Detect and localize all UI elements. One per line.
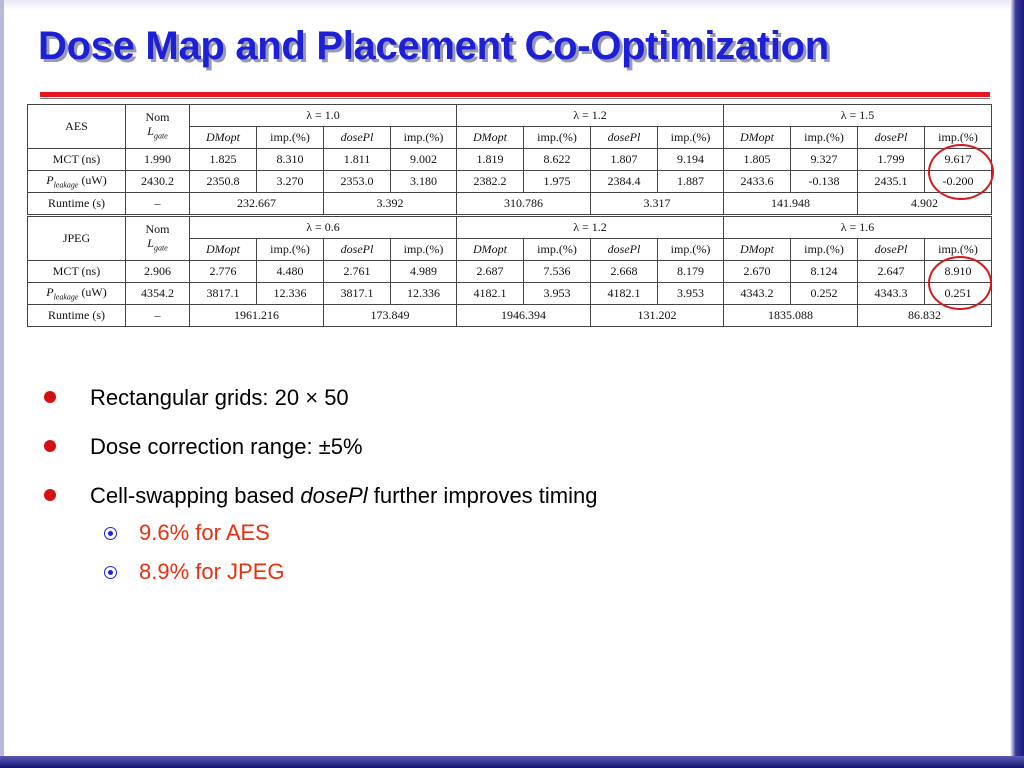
leakage-subscript: leakage [53, 180, 79, 190]
lgate-label: L [147, 123, 154, 138]
row-label [28, 283, 126, 305]
table-cell: 4343.3 [858, 283, 925, 305]
nom-value: 1.990 [126, 149, 190, 171]
circled-dot-icon [104, 527, 117, 540]
table-cell: 4.902 [858, 193, 992, 215]
circled-dot-icon [104, 566, 117, 579]
lambda-header: λ = 1.0 [190, 105, 457, 127]
table-cell: 12.336 [391, 283, 457, 305]
nom-lgate-header [126, 105, 190, 149]
leakage-subscript: leakage [53, 292, 79, 302]
table-cell: 2435.1 [858, 171, 925, 193]
col-header-dosepl: dosePl [591, 127, 658, 149]
table-cell: 1835.088 [724, 305, 858, 327]
row-label: MCT (ns) [28, 149, 126, 171]
table-cell: 4182.1 [457, 283, 524, 305]
slide-left-border [0, 0, 4, 768]
sub-bullet-text: 9.6% for AES [139, 520, 270, 545]
table-cell: 3817.1 [324, 283, 391, 305]
row-label: MCT (ns) [28, 261, 126, 283]
table-cell: 4182.1 [591, 283, 658, 305]
table-cell: 3.180 [391, 171, 457, 193]
row-label: Runtime (s) [28, 193, 126, 215]
table-cell: 1.807 [591, 149, 658, 171]
table-cell: 3.392 [324, 193, 457, 215]
table-cell: -0.138 [791, 171, 858, 193]
bullet-text: Rectangular grids: 20 × 50 [90, 385, 349, 410]
table-row-leakage [28, 283, 992, 305]
table-cell: 1.819 [457, 149, 524, 171]
jpeg-results-table [27, 216, 992, 327]
col-header-imp: imp.(%) [925, 127, 992, 149]
table-cell: 8.622 [524, 149, 591, 171]
title-underline-shadow [40, 98, 990, 99]
nom-value: – [126, 305, 190, 327]
nom-label: Nom [145, 109, 170, 124]
col-header-imp: imp.(%) [257, 127, 324, 149]
table-cell: 3817.1 [190, 283, 257, 305]
table-cell: 0.252 [791, 283, 858, 305]
col-header-dmopt: DMopt [190, 127, 257, 149]
col-header-imp: imp.(%) [257, 239, 324, 261]
col-header-dosepl: dosePl [591, 239, 658, 261]
col-header-dosepl: dosePl [324, 127, 391, 149]
table-cell: 2.670 [724, 261, 791, 283]
nom-value: – [126, 193, 190, 215]
slide-right-border [1010, 0, 1024, 768]
table-cell: 2.668 [591, 261, 658, 283]
title-underline [40, 92, 990, 97]
col-header-dmopt: DMopt [724, 239, 791, 261]
bullet-text: Dose correction range: ±5% [90, 434, 363, 459]
table-cell: 173.849 [324, 305, 457, 327]
red-bullet-icon [44, 440, 56, 452]
nom-value: 2430.2 [126, 171, 190, 193]
unit-label: (uW) [78, 285, 107, 300]
table-row-leakage [28, 171, 992, 193]
table-cell: 4343.2 [724, 283, 791, 305]
col-header-dosepl: dosePl [858, 127, 925, 149]
lgate-subscript: gate [153, 131, 168, 141]
table-cell: 1.975 [524, 171, 591, 193]
table-cell: 2.647 [858, 261, 925, 283]
table-cell: 1.887 [658, 171, 724, 193]
table-row-mct [28, 261, 992, 283]
lambda-header: λ = 1.2 [457, 217, 724, 239]
col-header-imp: imp.(%) [391, 127, 457, 149]
lambda-header: λ = 1.6 [724, 217, 992, 239]
table-cell: 86.832 [858, 305, 992, 327]
table-cell: 8.910 [925, 261, 992, 283]
lambda-header: λ = 1.2 [457, 105, 724, 127]
table-cell: 1.799 [858, 149, 925, 171]
table-cell: 2353.0 [324, 171, 391, 193]
bullet-text-emphasis: dosePl [300, 483, 368, 508]
table-cell: 3.270 [257, 171, 324, 193]
table-cell: 310.786 [457, 193, 591, 215]
table-cell: 2384.4 [591, 171, 658, 193]
table-cell: 9.194 [658, 149, 724, 171]
lambda-header: λ = 0.6 [190, 217, 457, 239]
slide-title: Dose Map and Placement Co-Optimization [38, 24, 829, 68]
nom-value: 4354.2 [126, 283, 190, 305]
unit-label: (uW) [78, 173, 107, 188]
col-header-imp: imp.(%) [524, 239, 591, 261]
table-cell: 2433.6 [724, 171, 791, 193]
table-row-runtime [28, 305, 992, 327]
table-cell: 8.124 [791, 261, 858, 283]
bullet-text-post: further improves timing [367, 483, 598, 508]
red-bullet-icon [44, 489, 56, 501]
table-row-runtime [28, 193, 992, 215]
p-symbol: P [46, 173, 54, 188]
red-bullet-icon [44, 391, 56, 403]
nom-label: Nom [145, 221, 170, 236]
table-cell: 7.536 [524, 261, 591, 283]
lgate-label: L [147, 235, 154, 250]
table-cell: -0.200 [925, 171, 992, 193]
design-name-cell: AES [28, 105, 126, 149]
lambda-header: λ = 1.5 [724, 105, 992, 127]
design-name-cell: JPEG [28, 217, 126, 261]
table-cell: 3.953 [658, 283, 724, 305]
col-header-imp: imp.(%) [524, 127, 591, 149]
col-header-dmopt: DMopt [724, 127, 791, 149]
table-cell: 4.989 [391, 261, 457, 283]
sub-bullet-text: 8.9% for JPEG [139, 559, 285, 584]
table-cell: 4.480 [257, 261, 324, 283]
table-row-mct [28, 149, 992, 171]
slide-top-border [0, 0, 1024, 10]
table-cell: 0.251 [925, 283, 992, 305]
table-cell: 8.179 [658, 261, 724, 283]
highlight-circle-aes [928, 144, 994, 200]
table-cell: 8.310 [257, 149, 324, 171]
aes-results-table [27, 104, 992, 215]
col-header-imp: imp.(%) [658, 239, 724, 261]
table-cell: 2350.8 [190, 171, 257, 193]
p-symbol: P [46, 285, 54, 300]
bullet-text [90, 483, 597, 509]
table-cell: 12.336 [257, 283, 324, 305]
table-cell: 2.776 [190, 261, 257, 283]
col-header-imp: imp.(%) [658, 127, 724, 149]
table-cell: 1.811 [324, 149, 391, 171]
table-cell: 9.002 [391, 149, 457, 171]
row-label [28, 171, 126, 193]
col-header-dmopt: DMopt [190, 239, 257, 261]
table-cell: 2382.2 [457, 171, 524, 193]
table-cell: 9.617 [925, 149, 992, 171]
row-label: Runtime (s) [28, 305, 126, 327]
col-header-imp: imp.(%) [391, 239, 457, 261]
table-cell: 3.317 [591, 193, 724, 215]
nom-value: 2.906 [126, 261, 190, 283]
lgate-subscript: gate [153, 243, 168, 253]
col-header-dmopt: DMopt [457, 127, 524, 149]
table-cell: 9.327 [791, 149, 858, 171]
slide-bottom-border [0, 756, 1024, 768]
table-cell: 232.667 [190, 193, 324, 215]
table-cell: 1.805 [724, 149, 791, 171]
table-cell: 131.202 [591, 305, 724, 327]
col-header-dosepl: dosePl [324, 239, 391, 261]
col-header-dmopt: DMopt [457, 239, 524, 261]
table-cell: 141.948 [724, 193, 858, 215]
nom-lgate-header [126, 217, 190, 261]
table-cell: 3.953 [524, 283, 591, 305]
table-cell: 1946.394 [457, 305, 591, 327]
table-cell: 1.825 [190, 149, 257, 171]
col-header-imp: imp.(%) [791, 239, 858, 261]
highlight-circle-jpeg [928, 256, 992, 310]
table-cell: 2.761 [324, 261, 391, 283]
col-header-imp: imp.(%) [791, 127, 858, 149]
col-header-dosepl: dosePl [858, 239, 925, 261]
col-header-imp: imp.(%) [925, 239, 992, 261]
bullet-text-pre: Cell-swapping based [90, 483, 301, 508]
table-cell: 2.687 [457, 261, 524, 283]
table-cell: 1961.216 [190, 305, 324, 327]
